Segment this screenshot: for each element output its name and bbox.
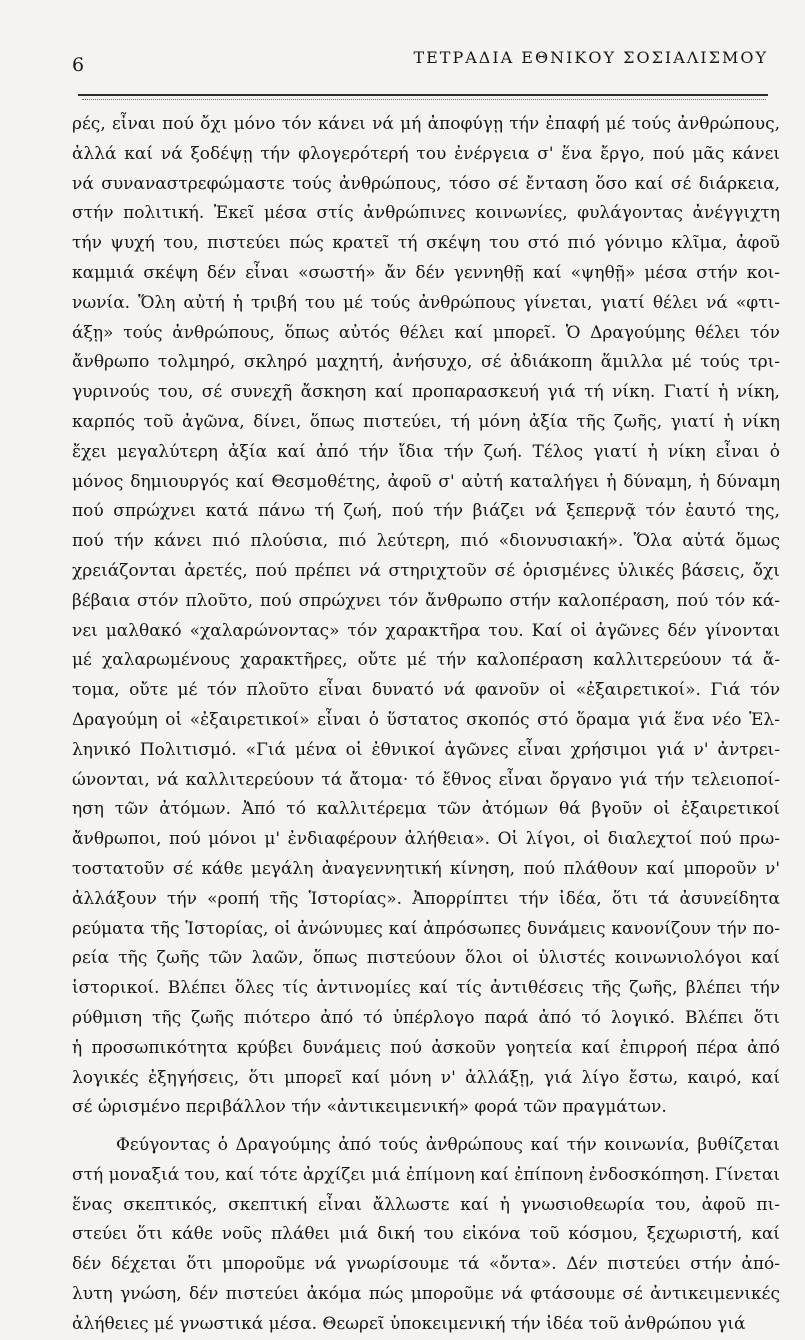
- text-line: ἔχει μεγαλύτερη ἀξία καί ἀπό τήν ἴδια τήν ζωή. Τέλος γιατί ἡ νίκη εἶναι ὁ: [72, 441, 780, 462]
- text-line: τομα, οὔτε μέ τόν πλοῦτο εἶναι δυνατό νά φανοῦν οἱ «ἐξαιρετικοί». Γιά τόν: [72, 680, 781, 701]
- text-line: τήν ψυχή του, πιστεύει πώς κρατεῖ τή σκέψη του στό πιό γόνιμο κλῖμα, ἀφοῦ: [72, 233, 780, 254]
- text-line: βέβαια στόν πλοῦτο, πού σπρώχνει τόν ἄνθρωπο στήν καλοπέραση, πού τόν κά-: [72, 590, 781, 611]
- header-rule: [78, 94, 768, 96]
- page-header: [72, 44, 768, 74]
- text-line: ηση τῶν ἀτόμων. Ἀπό τό καλλιτέρεμα τῶν ἀτόμων θά βγοῦν οἱ ἐξαιρετικοί: [72, 799, 780, 820]
- text-line: ἄνθρωπο τολμηρό, σκληρό μαχητή, ἀνήσυχο, σέ ἀδιάκοπη ἅμιλλα μέ τούς τρι-: [72, 352, 781, 373]
- text-line: ἡ προσωπικότητα κρύβει δυνάμεις πού ἀσκοῦν γοητεία καί ἐπιρροή πέρα ἀπό: [72, 1037, 781, 1058]
- text-line: ληνικό Πολιτισμό. «Γιά μένα οἱ ἐθνικοί ἀγῶνες εἶναι χρήσιμοι γιά ν' ἀντρει-: [72, 739, 780, 760]
- text-line: ἕνας σκεπτικός, σκεπτική εἶναι ἄλλωστε καί ἡ γνωσιοθεωρία του, ἀφοῦ πι-: [72, 1194, 780, 1215]
- text-line: δέν δέχεται ὅτι μποροῦμε νά γνωρίσουμε τά «ὄντα». Δέν πιστεύει στήν ἀπό-: [72, 1254, 781, 1275]
- text-line: χρειάζονται ἀρετές, πού πρέπει νά στηριχτοῦν σέ ὁρισμένες ὑλικές βάσεις, ὄχι: [72, 560, 780, 581]
- text-line: άξῃ» τούς ἀνθρώπους, ὅπως αὐτός θέλει καί μπορεῖ. Ὁ Δραγούμης θέλει τόν: [72, 322, 780, 343]
- page-number: 6: [72, 54, 85, 76]
- text-line: Φεύγοντας ὁ Δραγούμης ἀπό τούς ἀνθρώπους καί τήν κοινωνία, βυθίζεται: [116, 1135, 780, 1156]
- text-line: πού σπρώχνει κατά πάνω τή ζωή, πού τήν βιάζει νά ξεπερνᾷ τόν ἑαυτό της,: [72, 501, 780, 522]
- text-line: γυρινούς του, σέ συνεχῆ ἄσκηση καί προπαρασκευή γιά τή νίκη. Γιατί ἡ νίκη,: [72, 382, 780, 403]
- text-line: ἄνθρωποι, πού μόνοι μ' ἐνδιαφέρουν ἀλήθεια». Οἱ λίγοι, οἱ διαλεχτοί πού πρω-: [72, 829, 780, 850]
- text-line: μόνος δημιουργός καί Θεσμοθέτης, ἀφοῦ σ' αὐτή καταλήγει ἡ δύναμη, ἡ δύναμη: [72, 471, 781, 492]
- text-line: καμμιά σκέψη δέν εἶναι «σωστή» ἄν δέν γεννηθῇ καί «ψηθῇ» μέσα στήν κοι-: [72, 262, 781, 283]
- text-line: σέ ὡρισμένο περιβάλλον τήν «ἀντικειμενική» φορά τῶν πραγμάτων.: [72, 1097, 667, 1118]
- text-line: νει μαλθακό «χαλαρώνοντας» τόν χαρακτῆρα του. Καί οἱ ἀγῶνες δέν γίνονται: [72, 620, 780, 641]
- text-line: ρές, εἶναι πού ὄχι μόνο τόν κάνει νά μή ἀποφύγῃ τήν ἐπαφή μέ τούς ἀνθρώπους,: [72, 114, 781, 134]
- text-line: μέ χαλαρωμένους χαρακτῆρες, οὔτε μέ τήν καλοπέραση καλλιτερεύουν τά ἄ-: [72, 650, 781, 671]
- text-line: πού τήν κάνει πιό πλούσια, πιό λεύτερη, πιό «διονυσιακή». Ὅλα αὐτά ὅμως: [72, 531, 780, 552]
- text-line: ρύθμιση τῆς ζωῆς πιότερο ἀπό τό ὑπέρλογο παρά ἀπό τό λογικό. Βλέπει ὅτι: [72, 1007, 780, 1028]
- text-line: ἱστορικοί. Βλέπει ὅλες τίς ἀντινομίες καί τίς ἀντιθέσεις τῆς ζωῆς, βλέπει τήν: [72, 978, 781, 999]
- text-line: τοστατοῦν σέ κάθε μεγάλη ἀναγεννητική κίνηση, πού πλάθουν καί μποροῦν ν': [72, 858, 781, 879]
- text-line: ἀλήθειες μέ γνωστικά μέσα. Θεωρεῖ ὑποκειμενική τήν ἰδέα τοῦ ἀνθρώπου γιά: [72, 1313, 746, 1334]
- text-line: νωνία. Ὅλη αὐτή ἡ τριβή του μέ τούς ἀνθρώπους γίνεται, γιατί θέλει νά «φτι-: [72, 292, 781, 313]
- text-line: ώνονται, νά καλλιτερεύουν τά ἄτομα· τό ἔθνος εἶναι ὄργανο γιά τήν τελειοποί-: [72, 769, 780, 790]
- text-line: ἀλλά καί νά ξοδέψῃ τήν φλογερότερή του ἐνέργεια σ' ἕνα ἔργο, πού μᾶς κάνει: [72, 143, 781, 164]
- text-line: ρεία τῆς ζωῆς τῶν λαῶν, ὅπως πιστεύουν ὅλοι οἱ ὑλιστές κοινωνιολόγοι καί: [72, 948, 780, 969]
- text-line: ἀλλάξουν τήν «ροπή τῆς Ἱστορίας». Ἀπορρίπτει τήν ἰδέα, ὅτι τά ἀσυνείδητα: [72, 888, 780, 909]
- text-line: καρπός τοῦ ἀγῶνα, δίνει, ὅπως πιστεύει, τή μόνη ἀξία τῆς ζωῆς, γιατί ἡ νίκη: [72, 411, 780, 432]
- body-text: [72, 110, 780, 1340]
- text-line: στήν πολιτική. Ἐκεῖ μέσα στίς ἀνθρώπινες κοινωνίες, φυλάγοντας ἀνέγγιχτη: [72, 203, 780, 224]
- text-line: στεύει ὅτι κάθε νοῦς πλάθει μιά δική του εἰκόνα τοῦ κόσμου, ξεχωριστή, καί: [72, 1224, 780, 1245]
- paragraph-1: [72, 110, 780, 1123]
- running-title: ΤΕΤΡΑΔΙΑ ΕΘΝΙΚΟΥ ΣΟΣΙΑΛΙΣΜΟΥ: [413, 48, 768, 67]
- text-line: Δραγούμη οἱ «ἐξαιρετικοί» εἶναι ὁ ὕστατος σκοπός στό ὅραμα γιά ἕνα νέο Ἑλ-: [72, 709, 780, 730]
- text-line: λογικές ἐξηγήσεις, ὅτι μπορεῖ καί μόνη ν' ἀλλάξῃ, γιά λίγο ἔστω, καιρό, καί: [72, 1067, 781, 1088]
- text-line: στή μοναξιά του, καί τότε ἀρχίζει μιά ἐπίμονη καί ἐπίπονη ἐνδοσκόπηση. Γίνεται: [72, 1164, 781, 1185]
- text-line: ρεύματα τῆς Ἱστορίας, οἱ ἀνώνυμες καί ἀπρόσωπες δυνάμεις κανονίζουν τήν πο-: [72, 918, 780, 939]
- header-rule-dotted: [82, 99, 766, 100]
- text-line: λυτη γνώση, δέν πιστεύει ἀκόμα πώς μποροῦμε νά φτάσουμε σέ ἀντικειμενικές: [72, 1284, 780, 1305]
- paragraph-2: [72, 1131, 780, 1340]
- text-line: νά συναναστρεφώμαστε τούς ἀνθρώπους, τόσο σέ ἔνταση ὅσο καί σέ διάρκεια,: [72, 173, 781, 194]
